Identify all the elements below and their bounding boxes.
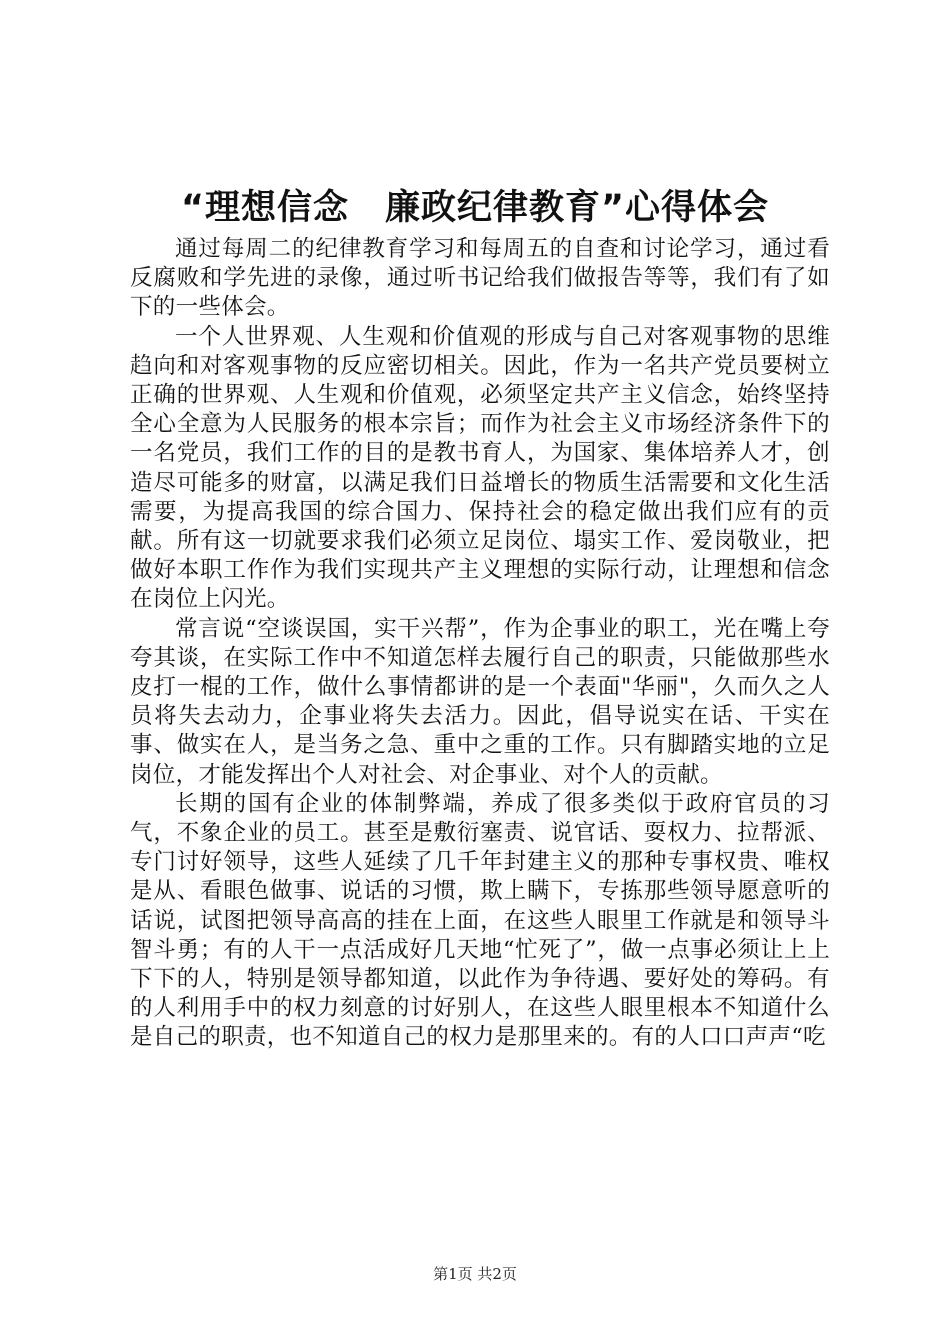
paragraph-1: 通过每周二的纪律教育学习和每周五的自查和讨论学习，通过看反腐败和学先进的录像，通过听书记给我们做报告等等，我们有了如下的一些体会。 bbox=[130, 236, 830, 321]
paragraph-2: 一个人世界观、人生观和价值观的形成与自己对客观事物的思维趋向和对客观事物的反应密切相关。因此，作为一名共产党员要树立正确的世界观、人生观和价值观，必须坚定共产主义信念，始终坚持全心全意为人民服务的根本宗旨；而作为社会主义市场经济条件下的一名党员，我们工作的目的是教书育人，为国家、集体培养人才，创造尽可能多的财富，以满足我们日益增长的物质生活需要和文化生活需要，为提高我国的综合国力、保持社会的稳定做出我们应有的贡献。所有这一切就要求我们必须立足岗位、塌实工作、爱岗敬业，把做好本职工作作为我们实现共产主义理想的实际行动，让理想和信念在岗位上闪光。 bbox=[130, 323, 830, 613]
paragraph-3: 常言说“空谈误国，实干兴帮”，作为企事业的职工，光在嘴上夸夸其谈，在实际工作中不知道怎样去履行自己的职责，只能做那些水皮打一棍的工作，做什么事情都讲的是一个表面"华丽"，久而久之人员将失去动力，企事业将失去活力。因此，倡导说实在话、干实在事、做实在人，是当务之急、重中之重的工作。只有脚踏实地的立足岗位，才能发挥出个人对社会、对企事业、对个人的贡献。 bbox=[130, 615, 830, 788]
paragraph-4: 长期的国有企业的体制弊端，养成了很多类似于政府官员的习气，不象企业的员工。甚至是敷衍塞责、说官话、耍权力、拉帮派、专门讨好领导，这些人延续了几千年封建主义的那种专事权贵、唯权是从、看眼色做事、说话的习惯，欺上瞒下，专拣那些领导愿意听的话说，试图把领导高高的挂在上面，在这些人眼里工作就是和领导斗智斗勇；有的人干一点活成好几天地“忙死了”，做一点事必须让上上下下的人，特别是领导都知道，以此作为争待遇、要好处的筹码。有的人利用手中的权力刻意的讨好别人，在这些人眼里根本不知道什么是自己的职责，也不知道自己的权力是那里来的。有的人口口声声“吃 bbox=[130, 790, 830, 1051]
page-footer: 第1页 共2页 bbox=[433, 1265, 517, 1283]
document-title: “理想信念 廉政纪律教育”心得体会 bbox=[180, 188, 769, 228]
document-body bbox=[130, 235, 830, 1053]
